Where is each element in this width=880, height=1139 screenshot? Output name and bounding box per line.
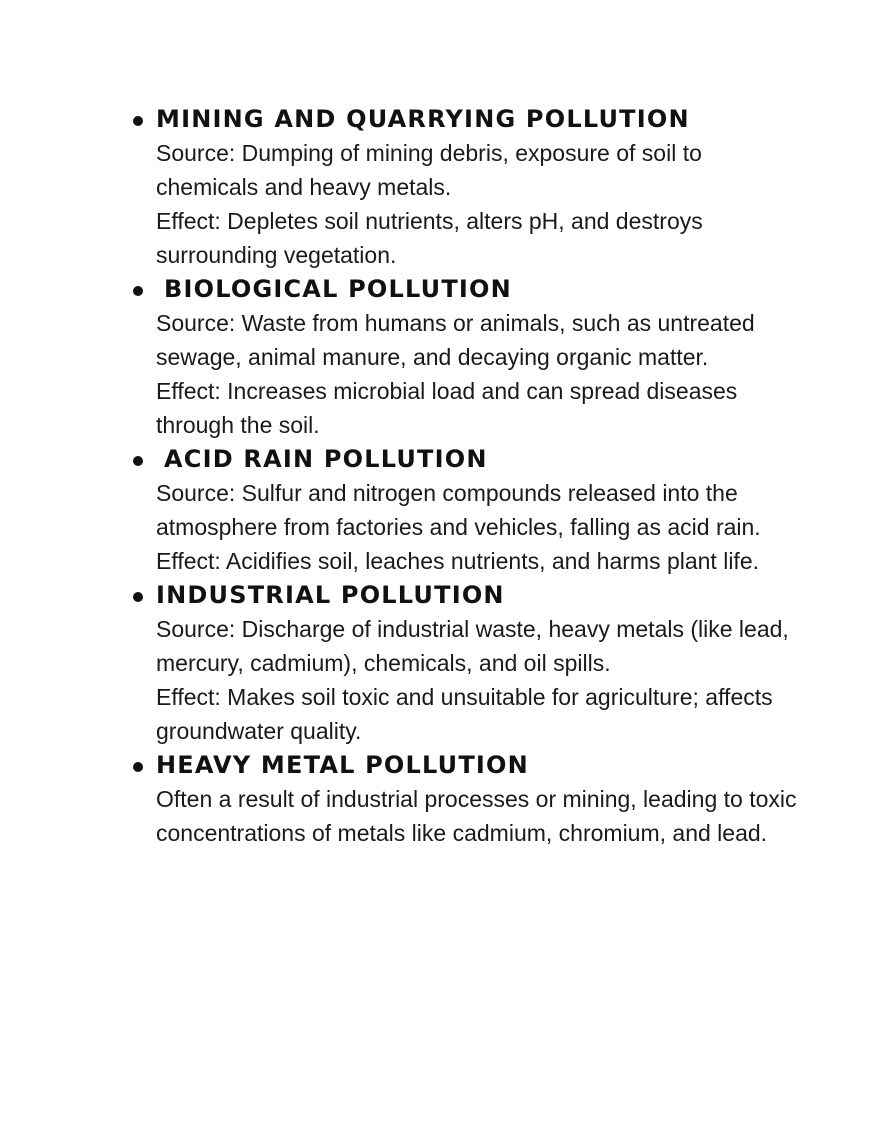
item-heading: HEAVY METAL POLLUTION xyxy=(156,751,529,779)
item-source: Source: Waste from humans or animals, such as untreated sewage, animal manure, and decaying organic matter. xyxy=(156,310,755,370)
item-heading: INDUSTRIAL POLLUTION xyxy=(156,581,505,609)
bullet-icon xyxy=(133,456,143,466)
item-heading: ACID RAIN POLLUTION xyxy=(164,445,488,473)
bullet-icon xyxy=(133,286,143,296)
item-effect: Effect: Increases microbial load and can spread diseases through the soil. xyxy=(156,378,738,438)
item-effect: Effect: Acidifies soil, leaches nutrients, and harms plant life. xyxy=(156,548,759,574)
item-effect: Effect: Makes soil toxic and unsuitable for agriculture; affects groundwater quality. xyxy=(156,684,773,744)
item-source: Source: Discharge of industrial waste, heavy metals (like lead, mercury, cadmium), chemicals, and oil spills. xyxy=(156,616,789,676)
pollution-list xyxy=(0,102,880,850)
list-item-heavy-metal xyxy=(0,748,880,850)
item-source: Source: Sulfur and nitrogen compounds released into the atmosphere from factories and vehicles, falling as acid rain. xyxy=(156,480,761,540)
bullet-icon xyxy=(133,762,143,772)
item-heading: BIOLOGICAL POLLUTION xyxy=(164,275,512,303)
item-source: Source: Dumping of mining debris, exposure of soil to chemicals and heavy metals. xyxy=(156,140,702,200)
bullet-icon xyxy=(133,116,143,126)
item-description: Often a result of industrial processes or mining, leading to toxic concentrations of metals like cadmium, chromium, and lead. xyxy=(156,786,797,846)
list-item-industrial xyxy=(0,578,880,748)
list-item-acid-rain xyxy=(0,442,880,578)
item-effect: Effect: Depletes soil nutrients, alters pH, and destroys surrounding vegetation. xyxy=(156,208,703,268)
item-heading: MINING AND QUARRYING POLLUTION xyxy=(156,105,690,133)
list-item-mining xyxy=(0,102,880,272)
list-item-biological xyxy=(0,272,880,442)
bullet-icon xyxy=(133,592,143,602)
